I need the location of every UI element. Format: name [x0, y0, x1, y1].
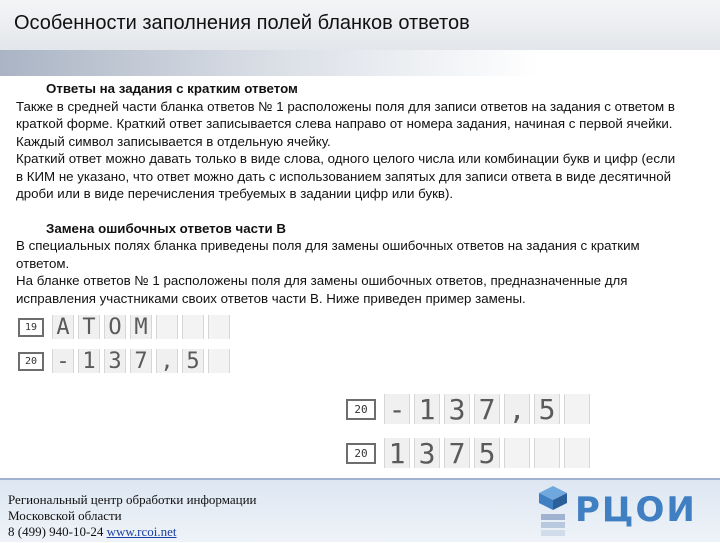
answer-cell: М — [130, 315, 152, 339]
answer-row-19 — [18, 312, 230, 342]
answer-cell: 5 — [182, 349, 204, 373]
answer-cell: О — [104, 315, 126, 339]
answer-cell: А — [52, 315, 74, 339]
paragraph-replacement-1: В специальных полях бланка приведены поля для замены ошибочных ответов на задания с кратким ответом. — [16, 238, 640, 271]
answer-number: 20 — [346, 399, 376, 420]
answer-cell: 3 — [444, 394, 470, 424]
answer-cell: Т — [78, 315, 100, 339]
logo-text: РЦОИ — [575, 490, 697, 530]
answer-number: 20 — [18, 352, 44, 371]
answer-cell — [182, 315, 204, 339]
paragraph-replacement-2: На бланке ответов № 1 расположены поля для замены ошибочных ответов, предназначенные для исправления участниками своих ответов части В. Ниже приведен пример замены. — [16, 273, 628, 306]
footer-line-1: Региональный центр обработки информации — [8, 492, 257, 507]
answer-cell — [564, 394, 590, 424]
footer-website-link[interactable]: www.rcoi.net — [106, 524, 177, 539]
cube-stack-icon — [533, 484, 573, 538]
answer-cell: 7 — [130, 349, 152, 373]
answer-cell: 5 — [474, 438, 500, 468]
replacement-row-original — [346, 394, 590, 424]
footer-org-info — [8, 492, 257, 540]
paragraph-short-answer-2: Краткий ответ можно давать только в виде слова, одного целого числа или комбинации букв и цифр (если в КИМ не указано, что ответ можно дать с использованием запятых для записи ответа в виде десятичной дроби или в виде перечисления требуемых в задании цифр или букв). — [16, 151, 676, 201]
answer-cell — [564, 438, 590, 468]
section-heading-short-answer: Ответы на задания с кратким ответом — [46, 81, 298, 96]
answer-cell — [534, 438, 560, 468]
section-heading-replacement: Замена ошибочных ответов части В — [46, 220, 286, 236]
answer-cell: - — [52, 349, 74, 373]
paragraph-short-answer-1: Также в средней части бланка ответов № 1 расположены поля для записи ответов на задания с ответом в краткой форме. Краткий ответ записывается слева направо от номера задания, начиная с первой ячейки. Каждый символ записывается в отдельную ячейку. — [16, 98, 675, 149]
answer-cell — [156, 315, 178, 339]
answer-cell: 1 — [384, 438, 410, 468]
answer-row-20 — [18, 346, 230, 376]
answer-cell: , — [504, 394, 530, 424]
footer-line-2: Московской области — [8, 508, 122, 523]
answer-number: 20 — [346, 443, 376, 464]
answer-cell — [504, 438, 530, 468]
slide-title-bar — [0, 0, 720, 51]
answer-cell: , — [156, 349, 178, 373]
replacement-row-corrected — [346, 438, 590, 468]
answer-cell: 5 — [534, 394, 560, 424]
answer-cell — [208, 349, 230, 373]
slide-footer — [0, 478, 720, 542]
answer-cell: 1 — [78, 349, 100, 373]
answer-cell: 7 — [474, 394, 500, 424]
body-text — [16, 80, 684, 307]
title-gradient-band — [0, 50, 720, 76]
answer-cell: 3 — [414, 438, 440, 468]
answer-number: 19 — [18, 318, 44, 337]
answer-cell: 3 — [104, 349, 126, 373]
rcoi-logo — [533, 484, 713, 538]
answer-cell: 1 — [414, 394, 440, 424]
slide-title: Особенности заполнения полей бланков ответов — [14, 12, 470, 34]
footer-line-3 — [8, 524, 257, 540]
slide-content — [6, 76, 690, 478]
footer-phone: 8 (499) 940-10-24 — [8, 524, 104, 539]
spacer — [16, 203, 684, 220]
answer-cell — [208, 315, 230, 339]
answer-cell: 7 — [444, 438, 470, 468]
answer-cell: - — [384, 394, 410, 424]
